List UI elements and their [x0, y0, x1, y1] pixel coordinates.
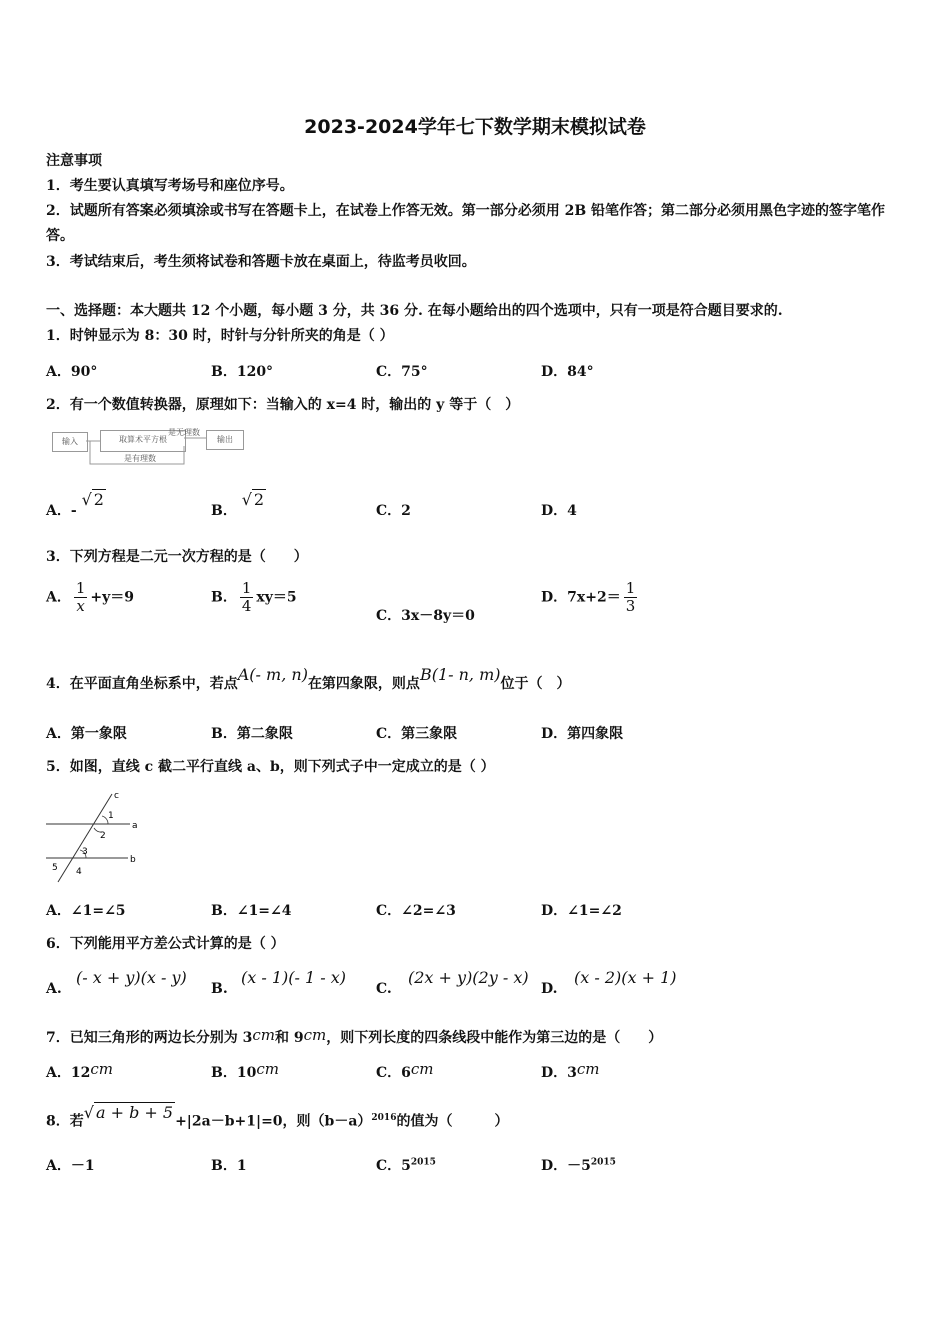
q2-option-b-radicand: 2	[253, 490, 265, 509]
q8-option-c-exponent: 2015	[410, 1157, 436, 1168]
q3-option-a-denominator: x	[76, 597, 85, 615]
q2-option-a-sqrt: √ 2	[81, 490, 104, 509]
q3-option-c: C．3x－8y＝0	[376, 608, 475, 624]
q5-angle-1: 1	[108, 811, 114, 821]
q2-option-a-radicand: 2	[93, 490, 104, 509]
q3-option-b-numerator: 1	[241, 579, 252, 597]
q6-option-d-label: D.	[541, 981, 558, 997]
q8-exponent: 2016	[371, 1113, 397, 1123]
q7-option-a-unit: cm	[90, 1060, 113, 1078]
q3-option-b-denominator: 4	[241, 597, 252, 615]
q7-option-d	[541, 1062, 600, 1082]
q2-option-b-label: B．	[211, 503, 237, 519]
notice-heading: 注意事项	[46, 153, 102, 169]
q7-unit-2: cm	[303, 1026, 327, 1044]
q4-stem-part-c: 位于（ ）	[500, 676, 571, 692]
q4-point-a: A(- m, n)	[237, 665, 308, 684]
q7-stem-part-a: 7．已知三角形的两边长分别为 3	[46, 1030, 253, 1046]
q4-option-a: A．第一象限	[46, 726, 127, 742]
q5-label-c: c	[114, 791, 119, 801]
q2-output-box: 输出	[206, 430, 244, 450]
q8-stem-part-b: +|2a－b+1|=0，则（b－a）	[175, 1113, 372, 1130]
q2-irrational-label: 是无理数	[168, 428, 200, 437]
q8-stem-part-a: 8．若	[46, 1113, 84, 1130]
q2-rational-label: 是有理数	[124, 454, 156, 463]
q7-option-c-label: C．6	[376, 1065, 411, 1081]
q2-input-box: 输入	[52, 432, 88, 452]
q5-option-b: B．∠1=∠4	[211, 903, 292, 919]
q6-option-a-label: A.	[46, 981, 62, 997]
q4-stem-part-a: 4．在平面直角坐标系中，若点	[46, 676, 238, 692]
q1-option-b: B．120°	[211, 364, 274, 380]
q3-option-d-denominator: 3	[625, 597, 636, 615]
q7-option-b	[211, 1062, 279, 1082]
q2-option-c: C．2	[376, 503, 411, 519]
q7-option-d-unit: cm	[576, 1060, 600, 1078]
q6-option-a-expr: (- x + y)(x - y)	[76, 968, 187, 987]
q8-radicand: a + b + 5	[95, 1102, 174, 1122]
q3-option-b-rest: xy＝5	[256, 589, 297, 606]
section-heading: 一、选择题：本大题共 12 个小题，每小题 3 分，共 36 分. 在每小题给出的四个选项中，只有一项是符合题目要求的.	[46, 303, 783, 319]
q8-sqrt: √ a + b + 5	[83, 1102, 174, 1122]
q6-option-c-label: C.	[376, 981, 392, 997]
q8-stem-part-c: 的值为（ ）	[396, 1113, 509, 1130]
q4-option-c: C．第三象限	[376, 726, 458, 742]
q2-option-b-sqrt: √ 2	[241, 490, 265, 509]
q3-option-d-label: D．7x+2＝	[541, 589, 621, 606]
q4-option-b: B．第二象限	[211, 726, 293, 742]
q8-option-b: B．1	[211, 1158, 247, 1174]
q5-option-d: D．∠1=∠2	[541, 903, 622, 919]
q5-stem: 5．如图，直线 c 截二平行直线 a、b，则下列式子中一定成立的是（ ）	[46, 759, 495, 775]
q7-option-a	[46, 1062, 113, 1082]
q8-option-c-label: C．5	[376, 1158, 411, 1174]
q3-option-d-numerator: 1	[625, 579, 636, 597]
q4-stem	[46, 665, 910, 694]
q6-option-d-expr: (x - 2)(x + 1)	[574, 968, 677, 987]
q7-option-c	[376, 1062, 434, 1082]
q3-option-b-fraction	[240, 580, 254, 615]
notice-item-1: 1．考生要认真填写考场号和座位序号。	[46, 178, 294, 194]
q4-point-b: B(1- n, m)	[419, 665, 501, 684]
q7-option-d-label: D．3	[541, 1065, 577, 1081]
q3-option-a-rest: +y＝9	[90, 589, 135, 606]
q5-label-a: a	[132, 821, 138, 831]
q8-option-c	[376, 1155, 436, 1175]
q7-stem-part-b: 和 9	[274, 1030, 304, 1046]
q2-option-a-label: A．-	[46, 503, 77, 519]
q3-option-a-label: A．	[46, 589, 71, 606]
q3-option-a-fraction	[74, 580, 88, 615]
q6-option-c-expr: (2x + y)(2y - x)	[408, 968, 529, 987]
q6-option-b-expr: (x - 1)(- 1 - x)	[241, 968, 347, 987]
q6-stem: 6．下列能用平方差公式计算的是（ ）	[46, 936, 285, 952]
q5-angle-5: 5	[52, 863, 58, 873]
q8-stem	[46, 1102, 910, 1132]
q1-option-d: D．84°	[541, 364, 594, 380]
notice-item-2: 2．试题所有答案必须填涂或书写在答题卡上，在试卷上作答无效。第一部分必须用 2B 铅笔作答；第二部分必须用黑色字迹的签字笔作答。	[46, 203, 886, 244]
q3-option-b-label: B．	[211, 589, 237, 606]
q5-parallel-lines-figure	[42, 788, 152, 888]
q3-option-d	[541, 580, 640, 615]
q5-label-b: b	[130, 855, 136, 865]
q8-option-d	[541, 1155, 616, 1175]
q2-option-b	[211, 490, 266, 520]
q7-stem	[46, 1027, 910, 1048]
q5-angle-2: 2	[100, 831, 106, 841]
q2-option-a	[46, 490, 106, 520]
q3-stem: 3．下列方程是二元一次方程的是（ ）	[46, 549, 308, 565]
q8-option-d-label: D．－5	[541, 1158, 591, 1174]
page-title: 2023-2024学年七下数学期末模拟试卷	[304, 116, 646, 138]
q5-option-c: C．∠2=∠3	[376, 903, 456, 919]
q5-angle-4: 4	[76, 867, 82, 877]
q7-option-b-label: B．10	[211, 1065, 257, 1081]
q7-option-a-label: A．12	[46, 1065, 91, 1081]
q5-option-a: A．∠1=∠5	[46, 903, 126, 919]
q4-stem-part-b: 在第四象限，则点	[307, 676, 420, 692]
q5-angle-3: 3	[82, 847, 88, 857]
q7-stem-part-c: ，则下列长度的四条线段中能作为第三边的是（ ）	[326, 1030, 663, 1046]
q2-process-box: 取算术平方根	[100, 430, 186, 452]
q1-option-a: A．90°	[46, 364, 98, 380]
q1-stem: 1．时钟显示为 8：30 时，时针与分针所夹的角是（ ）	[46, 328, 394, 344]
q7-option-c-unit: cm	[410, 1060, 434, 1078]
q3-option-d-fraction	[624, 580, 638, 615]
q8-option-d-exponent: 2015	[590, 1157, 616, 1168]
q7-option-b-unit: cm	[256, 1060, 279, 1078]
q8-option-a: A．－1	[46, 1158, 95, 1174]
q1-option-c: C．75°	[376, 364, 428, 380]
q3-option-a	[46, 580, 134, 615]
q3-option-b	[211, 580, 297, 615]
q2-option-d: D．4	[541, 503, 577, 519]
q2-stem: 2．有一个数值转换器，原理如下：当输入的 x=4 时，输出的 y 等于（ ）	[46, 397, 520, 413]
notice-item-3: 3．考试结束后，考生须将试卷和答题卡放在桌面上，待监考员收回。	[46, 254, 476, 270]
q3-option-a-numerator: 1	[75, 579, 86, 597]
q7-unit-1: cm	[252, 1026, 275, 1044]
q4-option-d: D．第四象限	[541, 726, 624, 742]
q6-option-b-label: B.	[211, 981, 228, 997]
